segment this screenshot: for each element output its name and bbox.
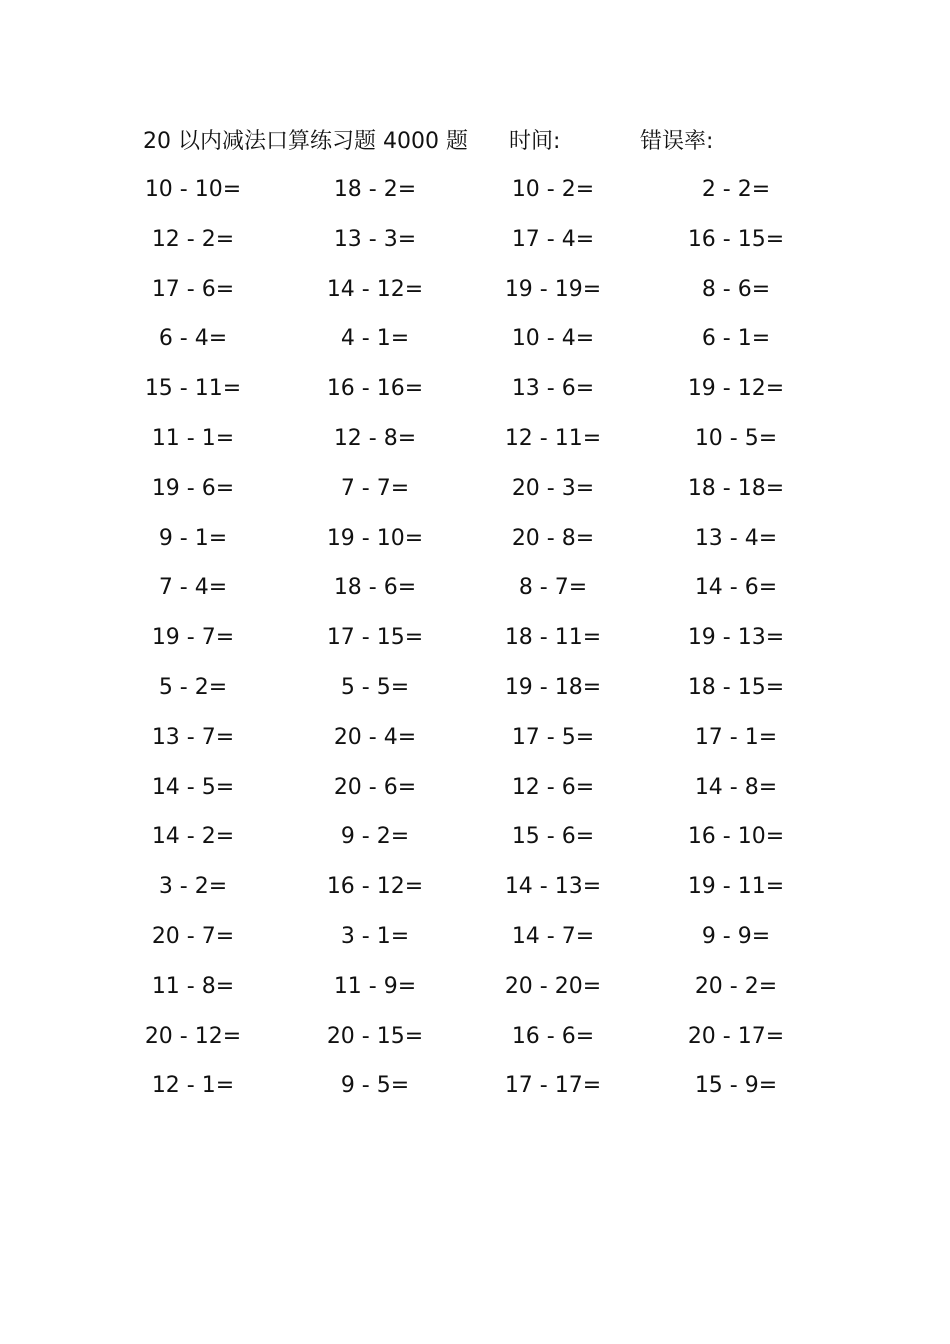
error-rate-label: 错误率: [640, 129, 714, 154]
problem-item: 8 - 6= [701, 276, 771, 302]
problem-row [128, 469, 808, 519]
problem-row [128, 967, 808, 1017]
problem-item: 13 - 6= [511, 376, 595, 402]
problem-item: 8 - 7= [518, 575, 588, 601]
problem-item: 20 - 20= [504, 973, 602, 999]
problem-item: 20 - 8= [511, 525, 595, 551]
problem-row [128, 369, 808, 419]
problem-item: 20 - 7= [151, 923, 235, 949]
problem-item: 10 - 4= [511, 326, 595, 352]
problem-item: 7 - 7= [340, 475, 410, 501]
problem-item: 3 - 1= [340, 923, 410, 949]
problem-item: 14 - 7= [511, 923, 595, 949]
problem-item: 17 - 6= [151, 276, 235, 302]
problem-row [128, 618, 808, 668]
problem-row [128, 319, 808, 369]
problem-item: 10 - 5= [694, 425, 778, 451]
problem-row [128, 270, 808, 320]
problem-item: 14 - 5= [151, 774, 235, 800]
problem-grid [128, 170, 808, 1116]
problem-item: 6 - 4= [158, 326, 228, 352]
problem-item: 13 - 3= [333, 226, 417, 252]
problem-item: 9 - 9= [701, 923, 771, 949]
problem-item: 12 - 2= [151, 226, 235, 252]
problem-row [128, 419, 808, 469]
problem-item: 17 - 15= [326, 625, 424, 651]
problem-item: 16 - 10= [687, 824, 785, 850]
problem-item: 19 - 11= [687, 874, 785, 900]
problem-item: 14 - 6= [694, 575, 778, 601]
problem-item: 16 - 12= [326, 874, 424, 900]
problem-row [128, 1017, 808, 1067]
problem-row [128, 519, 808, 569]
problem-item: 9 - 1= [158, 525, 228, 551]
problem-item: 15 - 9= [694, 1073, 778, 1099]
problem-item: 20 - 2= [694, 973, 778, 999]
problem-item: 19 - 13= [687, 625, 785, 651]
problem-item: 11 - 8= [151, 973, 235, 999]
problem-item: 18 - 2= [333, 177, 417, 202]
problem-item: 9 - 5= [340, 1073, 410, 1099]
problem-item: 19 - 7= [151, 625, 235, 651]
problem-item: 9 - 2= [340, 824, 410, 850]
problem-item: 20 - 3= [511, 475, 595, 501]
problem-item: 19 - 10= [326, 525, 424, 551]
problem-item: 18 - 11= [504, 625, 602, 651]
problem-item: 16 - 16= [326, 376, 424, 402]
worksheet-title: 20 以内减法口算练习题 4000 题 [143, 129, 468, 154]
problem-item: 19 - 18= [504, 674, 602, 700]
problem-row [128, 170, 808, 220]
problem-item: 14 - 12= [326, 276, 424, 302]
problem-item: 18 - 15= [687, 674, 785, 700]
problem-row [128, 220, 808, 270]
problem-item: 18 - 6= [333, 575, 417, 601]
problem-item: 17 - 17= [504, 1073, 602, 1099]
problem-item: 19 - 12= [687, 376, 785, 402]
problem-item: 16 - 6= [511, 1023, 595, 1049]
problem-item: 15 - 6= [511, 824, 595, 850]
problem-row [128, 768, 808, 818]
problem-row [128, 718, 808, 768]
problem-item: 13 - 7= [151, 724, 235, 750]
problem-item: 5 - 5= [340, 674, 410, 700]
problem-item: 12 - 8= [333, 425, 417, 451]
problem-item: 13 - 4= [694, 525, 778, 551]
problem-row [128, 867, 808, 917]
problem-item: 16 - 15= [687, 226, 785, 252]
problem-row [128, 568, 808, 618]
problem-row [128, 917, 808, 967]
problem-item: 15 - 11= [144, 376, 242, 402]
problem-item: 18 - 18= [687, 475, 785, 501]
problem-item: 14 - 2= [151, 824, 235, 850]
problem-item: 10 - 10= [144, 177, 242, 202]
problem-item: 10 - 2= [511, 177, 595, 202]
problem-item: 20 - 17= [687, 1023, 785, 1049]
problem-item: 12 - 11= [504, 425, 602, 451]
problem-item: 6 - 1= [701, 326, 771, 352]
problem-item: 3 - 2= [158, 874, 228, 900]
problem-item: 5 - 2= [158, 674, 228, 700]
problem-item: 14 - 13= [504, 874, 602, 900]
problem-item: 17 - 4= [511, 226, 595, 252]
problem-item: 11 - 1= [151, 425, 235, 451]
problem-row [128, 817, 808, 867]
problem-item: 20 - 12= [144, 1023, 242, 1049]
problem-item: 2 - 2= [701, 177, 771, 202]
problem-row [128, 1066, 808, 1116]
problem-item: 20 - 6= [333, 774, 417, 800]
problem-item: 12 - 1= [151, 1073, 235, 1099]
problem-item: 17 - 5= [511, 724, 595, 750]
problem-item: 11 - 9= [333, 973, 417, 999]
problem-item: 14 - 8= [694, 774, 778, 800]
problem-item: 12 - 6= [511, 774, 595, 800]
problem-item: 19 - 19= [504, 276, 602, 302]
time-label: 时间: [509, 129, 561, 154]
problem-item: 4 - 1= [340, 326, 410, 352]
problem-row [128, 668, 808, 718]
problem-item: 19 - 6= [151, 475, 235, 501]
problem-item: 20 - 4= [333, 724, 417, 750]
problem-item: 7 - 4= [158, 575, 228, 601]
problem-item: 17 - 1= [694, 724, 778, 750]
problem-item: 20 - 15= [326, 1023, 424, 1049]
